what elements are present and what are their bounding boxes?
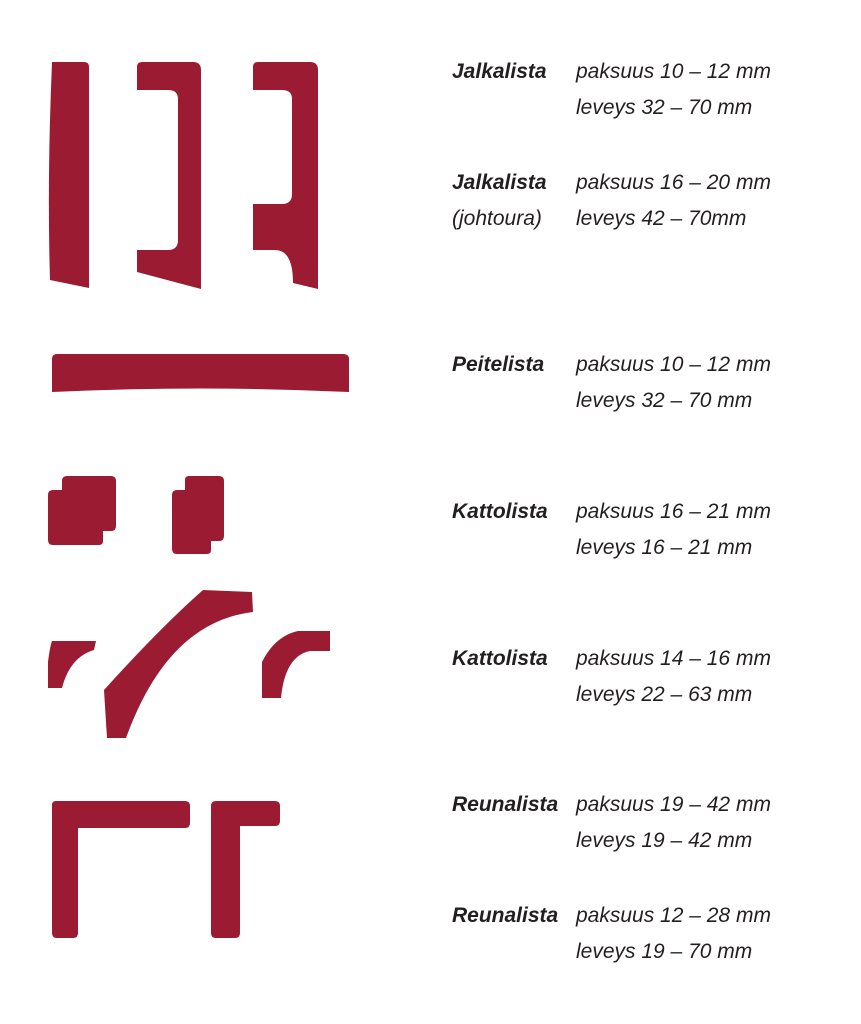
- spec-width: leveys 19 – 70 mm: [576, 940, 753, 963]
- spec-peitelista: [452, 347, 852, 419]
- ceiling-molding-square-1: [48, 476, 116, 545]
- skirting-profile-groove-left: [137, 62, 201, 289]
- ceiling-molding-curved-small-right: [262, 631, 330, 698]
- spec-name: Reunalista: [452, 793, 559, 816]
- spec-reunalista-2: [452, 898, 852, 970]
- spec-width: leveys 32 – 70 mm: [576, 389, 753, 412]
- spec-thickness: paksuus 16 – 21 mm: [576, 500, 771, 523]
- skirting-profile-groove-right: [253, 62, 318, 289]
- spec-thickness: paksuus 14 – 16 mm: [576, 647, 771, 670]
- spec-kattolista-2: [452, 641, 852, 713]
- spec-width: leveys 32 – 70 mm: [576, 96, 753, 119]
- spec-kattolista-1: [452, 494, 852, 566]
- skirting-profile-plain: [49, 62, 89, 288]
- edge-molding-narrow: [211, 801, 280, 938]
- ceiling-molding-cove-large: [104, 590, 253, 738]
- spec-width: leveys 19 – 42 mm: [576, 829, 753, 852]
- spec-thickness: paksuus 16 – 20 mm: [576, 171, 771, 194]
- spec-name: Kattolista: [452, 500, 548, 523]
- spec-name: Kattolista: [452, 647, 548, 670]
- spec-jalkalista-1: [452, 54, 852, 126]
- spec-name: Peitelista: [452, 353, 545, 376]
- ceiling-molding-square-2: [172, 476, 224, 554]
- edge-molding-wide: [52, 801, 190, 938]
- spec-name: Reunalista: [452, 904, 559, 927]
- spec-reunalista-1: [452, 787, 852, 859]
- spec-name: Jalkalista: [452, 60, 547, 83]
- spec-jalkalista-2: [452, 165, 852, 237]
- spec-width: leveys 22 – 63 mm: [576, 683, 753, 706]
- spec-width: leveys 42 – 70mm: [576, 207, 747, 230]
- spec-thickness: paksuus 10 – 12 mm: [576, 353, 771, 376]
- spec-name: Jalkalista: [452, 171, 547, 194]
- cover-strip-profile: [52, 354, 349, 392]
- spec-thickness: paksuus 10 – 12 mm: [576, 60, 771, 83]
- ceiling-molding-curved-small-left: [48, 641, 96, 688]
- spec-thickness: paksuus 12 – 28 mm: [576, 904, 771, 927]
- spec-subname: (johtoura): [452, 207, 542, 230]
- spec-thickness: paksuus 19 – 42 mm: [576, 793, 771, 816]
- spec-width: leveys 16 – 21 mm: [576, 536, 753, 559]
